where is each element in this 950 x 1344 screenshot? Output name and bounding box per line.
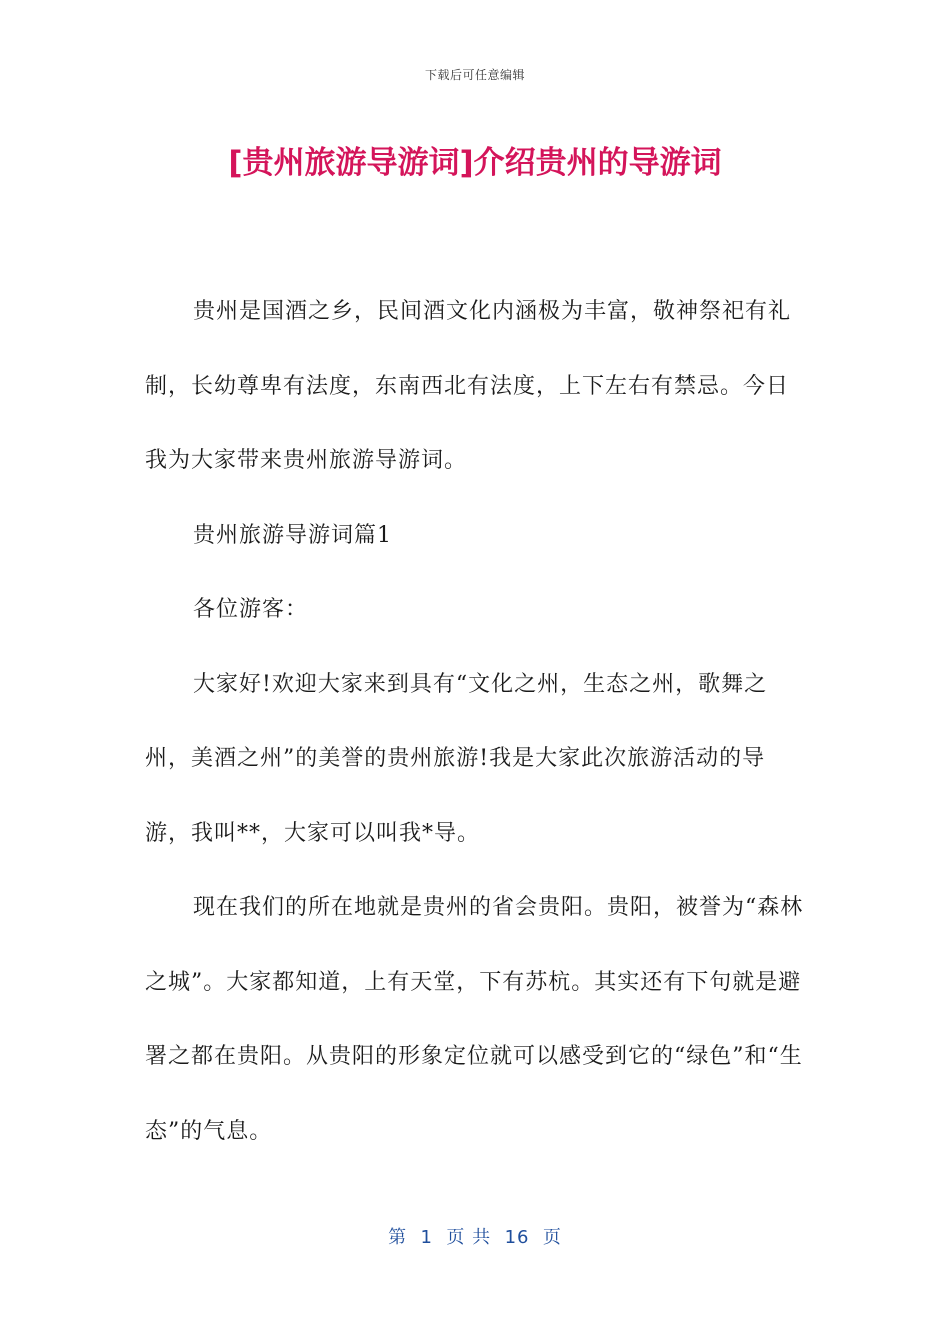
document-title: [贵州旅游导游词]介绍贵州的导游词 [228, 145, 722, 181]
paragraph-welcome: 大家好!欢迎大家来到具有“文化之州，生态之州，歌舞之州，美酒之州”的美誉的贵州旅游!我是大家此次旅游活动的导游，我叫**，大家可以叫我*导。 [145, 671, 768, 846]
page-number-footer: 第 1 页 共 16 页 [388, 1227, 562, 1248]
paragraph-section-heading: 贵州旅游导游词篇1 [193, 522, 392, 548]
document-body [145, 275, 805, 1169]
paragraph-greeting: 各位游客： [193, 597, 309, 622]
header-note: 下载后可任意编辑 [424, 68, 525, 82]
paragraph-guiyang: 现在我们的所在地就是贵州的省会贵阳。贵阳，被誉为“森林之城”。大家都知道，上有天堂，下有苏杭。其实还有下句就是避署之都在贵阳。从贵阳的形象定位就可以感受到它的“绿色”和“生态”的气息。 [145, 895, 804, 1144]
paragraph-intro: 贵州是国酒之乡，民间酒文化内涵极为丰富，敬神祭祀有礼制，长幼尊卑有法度，东南西北有法度，上下左右有禁忌。今日我为大家带来贵州旅游导游词。 [145, 299, 792, 473]
